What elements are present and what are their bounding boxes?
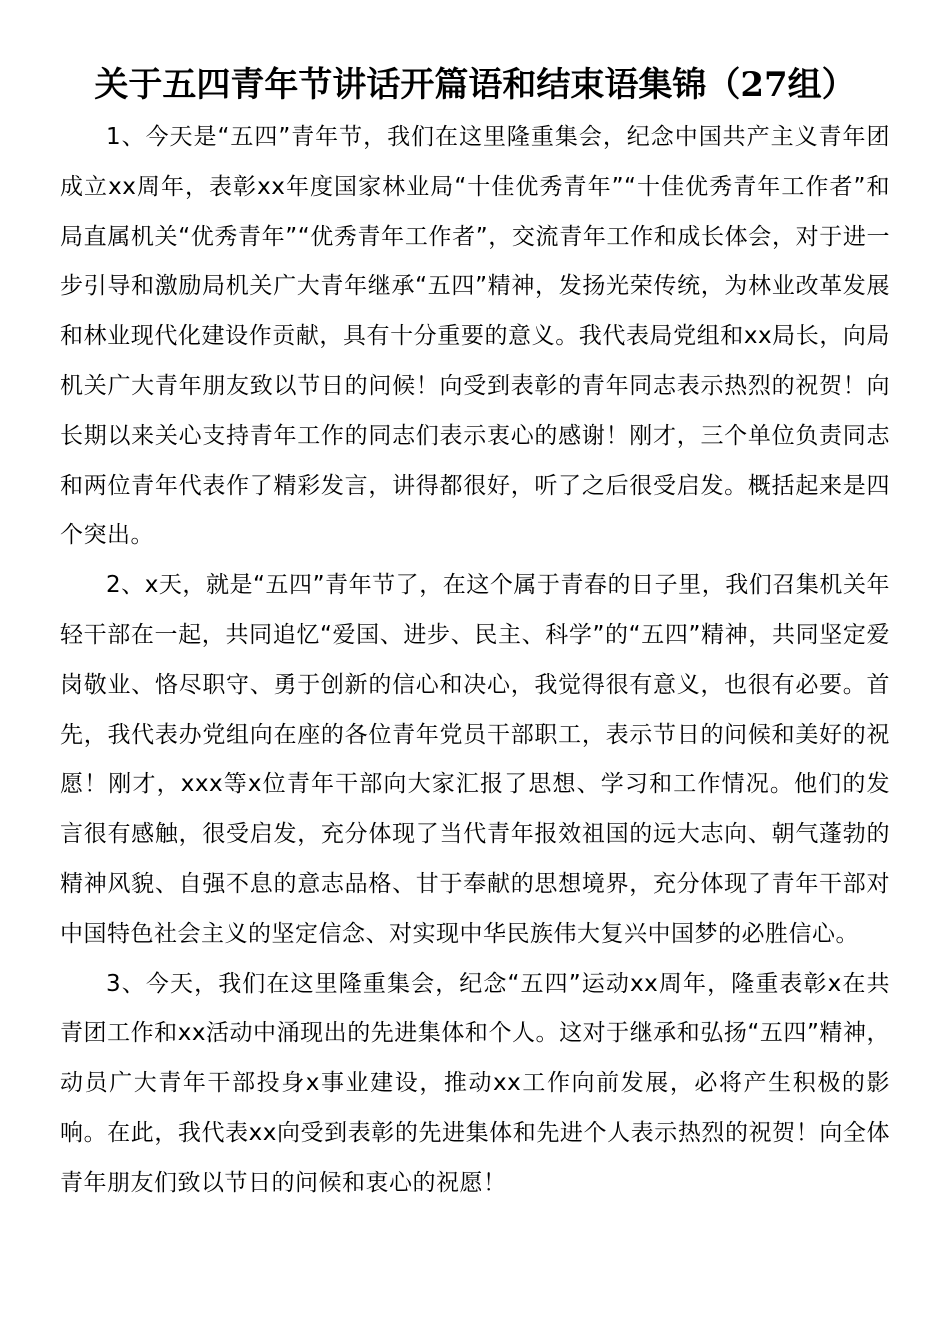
document-body <box>60 113 890 1209</box>
paragraph-1: 1、今天是“五四”青年节，我们在这里隆重集会，纪念中国共产主义青年团成立xx周年，表彰xx年度国家林业局“十佳优秀青年”“十佳优秀青年工作者”和局直属机关“优秀青年”“优秀青年工作者”，交流青年工作和成长体会，对于进一步引导和激励局机关广大青年继承“五四”精神，发扬光荣传统，为林业改革发展和林业现代化建设作贡献，具有十分重要的意义。我代表局党组和xx局长，向局机关广大青年朋友致以节日的问候！向受到表彰的青年同志表示热烈的祝贺！向长期以来关心支持青年工作的同志们表示衷心的感谢！刚才，三个单位负责同志和两位青年代表作了精彩发言，讲得都很好，听了之后很受启发。概括起来是四个突出。 <box>60 124 890 549</box>
paragraph-2: 2、x天，就是“五四”青年节了，在这个属于青春的日子里，我们召集机关年轻干部在一起，共同追忆“爱国、进步、民主、科学”的“五四”精神，共同坚定爱岗敬业、恪尽职守、勇于创新的信心和决心，我觉得很有意义，也很有必要。首先，我代表办党组向在座的各位青年党员干部职工，表示节日的问候和美好的祝愿！刚才，xxx等x位青年干部向大家汇报了思想、学习和工作情况。他们的发言很有感触，很受启发，充分体现了当代青年报效祖国的远大志向、朝气蓬勃的精神风貌、自强不息的意志品格、甘于奉献的思想境界，充分体现了青年干部对中国特色社会主义的坚定信念、对实现中华民族伟大复兴中国梦的必胜信心。 <box>60 572 890 947</box>
document-title: 关于五四青年节讲话开篇语和结束语集锦（27组） <box>94 65 856 105</box>
paragraph-3: 3、今天，我们在这里隆重集会，纪念“五四”运动xx周年，隆重表彰x在共青团工作和xx活动中涌现出的先进集体和个人。这对于继承和弘扬“五四”精神，动员广大青年干部投身x事业建设，推动xx工作向前发展，必将产生积极的影响。在此，我代表xx向受到表彰的先进集体和先进个人表示热烈的祝贺！向全体青年朋友们致以节日的问候和衷心的祝愿！ <box>60 970 890 1196</box>
